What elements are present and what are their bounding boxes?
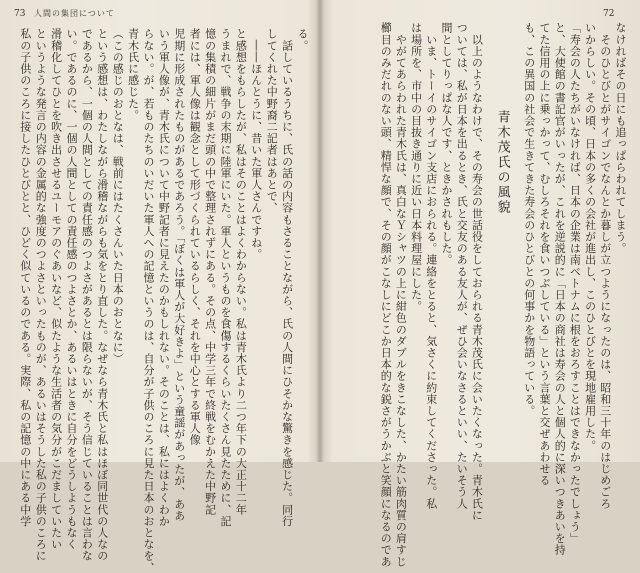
- text-line: る。: [296, 28, 309, 52]
- right-page-body: [328, 14, 628, 568]
- text-line: そのひとびとがサイゴンでなんとか暮しが立つようになったのは、昭和三十年のはじめごろ: [598, 22, 612, 510]
- text-line: 「寿会の人たちがいなければ、日本の企業は南ベトナムに根をおろすことはできなかったでしょう」: [568, 22, 582, 544]
- text-line: 滑稽化してひとを吹き出させるユーモアのぐあいなど、似たような生活者の気分がこだましていたい: [49, 28, 63, 550]
- text-line: してくれた中野裔二記者はあとで、: [265, 28, 279, 214]
- text-line: であるから、一個の人間としての責任感のつよさがあるとは限らないが、そう信じていることは言わな: [80, 28, 94, 562]
- text-line: というような発言の内容の金属的な強度のつよさといったものが、あるいはそうした私の子供のころに: [34, 28, 48, 562]
- text-line: は場所を、市中の目抜き通りに近い日本料理屋にした。: [409, 22, 423, 312]
- text-line: うまれで、戦争の末期に陸軍にいた。軍人というものを食傷するくらいたくさん見たために、記: [219, 28, 232, 527]
- text-line: いま、トーイのサイゴン支店におられる。連絡をとると、気さくに約束してくださった。私: [424, 22, 438, 510]
- text-line: いからしい。その頃、日本の多くの会社が進出し、このひとびとを現地雇用した。: [583, 22, 597, 452]
- text-line: 者には、軍人像は観念として形づくられているらしく、それを中心とする軍人像: [188, 28, 202, 446]
- text-line: と、大使館の書記官がいったが、これを逆説的に「日本の商社は寿会の人と個人的に深いつきあいを持: [553, 22, 567, 556]
- text-line: という感想は、わたしながら滑稽ながらも気をとり直した。なぜなら青木氏と私はほぼ同世代の人なの: [95, 28, 109, 562]
- right-page-folio: 72: [603, 9, 615, 19]
- text-line: 間としてりっぱな人です、ときかされもした。: [440, 22, 453, 266]
- text-line: い。であるのに、一個の人間としての責任感のつよさとか、あるいはときに自分をどうしようもなく: [65, 28, 78, 550]
- text-line: と感想をもらしたが、私はそのことはよくわからない。私は青木氏より二つ年下の大正十二年: [234, 28, 248, 516]
- text-line: なければその日にも追っぱらわれてしまう。: [614, 22, 627, 254]
- book-gutter: [316, 0, 324, 462]
- text-line: 櫛目のみだれのない頭、精悍な顔で、その顔がこなしにどこか日本的な鋭さがうかぶと笑顔になるのであ: [379, 22, 393, 568]
- left-running-head: 人間の集団について: [34, 9, 115, 18]
- text-line: てた信用の上に乗っかって、むしろそれを食いつぶしている」という言葉と交ぜあわせる: [538, 22, 551, 486]
- text-line: 青木氏に感じた。: [126, 28, 140, 121]
- text-line: 以上のようなわけで、その寿会の世話役をしておられる青木茂氏に会いたくなった。青木氏に: [470, 22, 484, 521]
- text-line: 憶の集積の細片がまだ頭の中で整理されずにある。その点、中学三年で終戦をむかえた中野記: [203, 28, 217, 516]
- text-line: らない。が、若ものたちのいだいた軍人への記憶というのは、自分が子供のころに見た日本のおとなを、: [142, 28, 155, 573]
- text-line: いう軍人像が、青木氏について中野記者に見えたのかもしれない。そのことは、私にはよくわか: [157, 28, 171, 527]
- text-line: （この感じのおとなは、戦前にはたくさんいた日本のおとなに）: [111, 28, 125, 365]
- text-line: ――ほんとうに、昔いた軍人さんですね。: [249, 28, 263, 260]
- left-page-folio: 73: [14, 9, 26, 19]
- text-line: も、この異国の社会で生きてきた寿会のひとびとの何事かを物語っている。: [522, 22, 536, 417]
- section-heading: 青木茂氏の風貌: [494, 110, 510, 215]
- text-line: やがてあらわれた青木氏は、真白なＹシャツの上に紺色のダブルをきこなした、かたい筋肉質の肩すじ: [394, 22, 408, 568]
- left-page-body: [14, 28, 310, 573]
- text-line: ついては、私が日本を出るとき、氏と交友のある友人が、ぜひ会いなさるといい、たいそう人: [455, 22, 469, 510]
- text-line: 児期に形成されたものがあるであろう。「ぼくは軍人が大好きよ」という童謡があったが、ああ: [172, 28, 186, 522]
- text-line: 私の子供のころに接したひとびとと、ひどく似ているのである。実際、私の記憶の中にある中学: [18, 28, 32, 527]
- text-line: 話しているうちに、氏の話の内容もさることながら、氏の人間にひそかな驚きを感じた。同行: [280, 28, 294, 527]
